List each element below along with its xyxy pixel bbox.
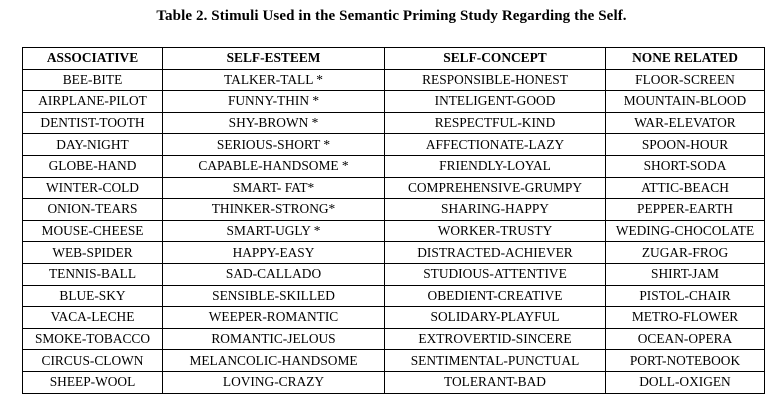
cell-self-esteem: SMART-UGLY *: [163, 220, 385, 242]
cell-none-related: FLOOR-SCREEN: [606, 69, 765, 91]
cell-associative: DENTIST-TOOTH: [23, 112, 163, 134]
cell-self-esteem: HAPPY-EASY: [163, 242, 385, 264]
cell-none-related: SHIRT-JAM: [606, 263, 765, 285]
cell-self-esteem: CAPABLE-HANDSOME *: [163, 155, 385, 177]
cell-none-related: PISTOL-CHAIR: [606, 285, 765, 307]
header-self-esteem: SELF-ESTEEM: [163, 48, 385, 70]
cell-associative: TENNIS-BALL: [23, 263, 163, 285]
cell-associative: CIRCUS-CLOWN: [23, 350, 163, 372]
cell-associative: VACA-LECHE: [23, 307, 163, 329]
cell-self-concept: SHARING-HAPPY: [385, 199, 606, 221]
cell-self-concept: RESPECTFUL-KIND: [385, 112, 606, 134]
cell-associative: DAY-NIGHT: [23, 134, 163, 156]
cell-self-esteem: SENSIBLE-SKILLED: [163, 285, 385, 307]
cell-self-esteem: ROMANTIC-JELOUS: [163, 328, 385, 350]
table-body: [23, 69, 765, 393]
cell-none-related: ATTIC-BEACH: [606, 177, 765, 199]
cell-self-esteem: MELANCOLIC-HANDSOME: [163, 350, 385, 372]
cell-self-esteem: FUNNY-THIN *: [163, 91, 385, 113]
cell-self-esteem: SHY-BROWN *: [163, 112, 385, 134]
table-row: [23, 112, 765, 134]
cell-self-esteem: SMART- FAT*: [163, 177, 385, 199]
cell-self-concept: OBEDIENT-CREATIVE: [385, 285, 606, 307]
cell-none-related: SPOON-HOUR: [606, 134, 765, 156]
table-row: [23, 307, 765, 329]
cell-associative: WEB-SPIDER: [23, 242, 163, 264]
cell-self-concept: INTELIGENT-GOOD: [385, 91, 606, 113]
cell-none-related: SHORT-SODA: [606, 155, 765, 177]
cell-none-related: OCEAN-OPERA: [606, 328, 765, 350]
cell-associative: WINTER-COLD: [23, 177, 163, 199]
cell-self-concept: SENTIMENTAL-PUNCTUAL: [385, 350, 606, 372]
stimuli-table: [22, 47, 765, 394]
cell-self-concept: WORKER-TRUSTY: [385, 220, 606, 242]
table-row: [23, 350, 765, 372]
cell-none-related: WEDING-CHOCOLATE: [606, 220, 765, 242]
cell-associative: GLOBE-HAND: [23, 155, 163, 177]
cell-self-concept: TOLERANT-BAD: [385, 371, 606, 393]
table-row: [23, 220, 765, 242]
cell-self-concept: STUDIOUS-ATTENTIVE: [385, 263, 606, 285]
cell-self-concept: FRIENDLY-LOYAL: [385, 155, 606, 177]
cell-self-concept: DISTRACTED-ACHIEVER: [385, 242, 606, 264]
table-row: [23, 155, 765, 177]
header-associative: ASSOCIATIVE: [23, 48, 163, 70]
table-caption: Table 2. Stimuli Used in the Semantic Priming Study Regarding the Self.: [156, 8, 627, 24]
cell-none-related: DOLL-OXIGEN: [606, 371, 765, 393]
table-row: [23, 328, 765, 350]
cell-self-concept: EXTROVERTID-SINCERE: [385, 328, 606, 350]
table-row: [23, 134, 765, 156]
table-header: [23, 48, 765, 70]
header-self-concept: SELF-CONCEPT: [385, 48, 606, 70]
cell-none-related: MOUNTAIN-BLOOD: [606, 91, 765, 113]
table-row: [23, 91, 765, 113]
cell-none-related: WAR-ELEVATOR: [606, 112, 765, 134]
cell-none-related: METRO-FLOWER: [606, 307, 765, 329]
cell-associative: AIRPLANE-PILOT: [23, 91, 163, 113]
cell-self-concept: SOLIDARY-PLAYFUL: [385, 307, 606, 329]
cell-associative: BLUE-SKY: [23, 285, 163, 307]
table-row: [23, 242, 765, 264]
header-none-related: NONE RELATED: [606, 48, 765, 70]
table-row: [23, 263, 765, 285]
cell-associative: SMOKE-TOBACCO: [23, 328, 163, 350]
cell-self-concept: AFFECTIONATE-LAZY: [385, 134, 606, 156]
cell-self-esteem: SERIOUS-SHORT *: [163, 134, 385, 156]
header-row: [23, 48, 765, 70]
cell-self-esteem: SAD-CALLADO: [163, 263, 385, 285]
table-row: [23, 69, 765, 91]
cell-self-esteem: TALKER-TALL *: [163, 69, 385, 91]
table-row: [23, 285, 765, 307]
cell-associative: SHEEP-WOOL: [23, 371, 163, 393]
cell-self-concept: COMPREHENSIVE-GRUMPY: [385, 177, 606, 199]
cell-self-esteem: WEEPER-ROMANTIC: [163, 307, 385, 329]
cell-associative: ONION-TEARS: [23, 199, 163, 221]
table-row: [23, 177, 765, 199]
cell-none-related: PORT-NOTEBOOK: [606, 350, 765, 372]
cell-self-esteem: THINKER-STRONG*: [163, 199, 385, 221]
cell-associative: BEE-BITE: [23, 69, 163, 91]
table-row: [23, 199, 765, 221]
cell-self-esteem: LOVING-CRAZY: [163, 371, 385, 393]
cell-self-concept: RESPONSIBLE-HONEST: [385, 69, 606, 91]
cell-associative: MOUSE-CHEESE: [23, 220, 163, 242]
cell-none-related: ZUGAR-FROG: [606, 242, 765, 264]
cell-none-related: PEPPER-EARTH: [606, 199, 765, 221]
table-row: [23, 371, 765, 393]
